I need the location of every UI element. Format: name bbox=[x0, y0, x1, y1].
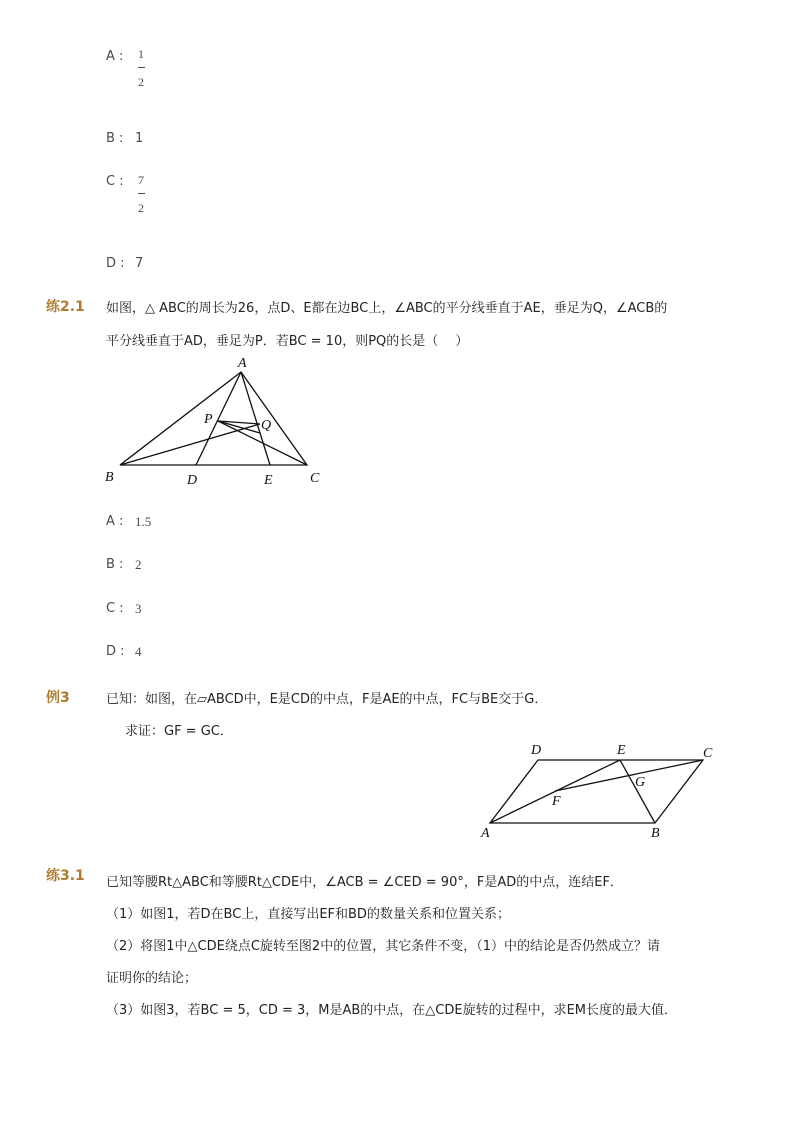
option-letter: B : bbox=[106, 131, 124, 146]
sub-question-2: （2）将图1中△CDE绕点C旋转至图2中的位置，其它条件不变，（1）中的结论是否仍然成立？请 bbox=[106, 939, 660, 954]
option-letter: A : bbox=[106, 514, 124, 529]
question-text: 已知：如图，在▱ABCD中，E是CD的中点，F是AE的中点，FC与BE交于G． bbox=[106, 692, 548, 707]
question-text: 平分线垂直于AD，垂足为P．若BC = 10，则PQ的长是（ ） bbox=[106, 334, 469, 349]
option-letter: D : bbox=[106, 256, 125, 271]
label-c: C bbox=[703, 746, 713, 761]
fraction bbox=[134, 173, 148, 216]
question-text: 已知等腰Rt△ABC和等腰Rt△CDE中，∠ACB = ∠CED = 90°，F是AD的中点，连结EF． bbox=[106, 875, 623, 890]
label-q: Q bbox=[261, 418, 272, 433]
label-e: E bbox=[264, 473, 273, 488]
option-value: 3 bbox=[135, 601, 142, 616]
proof-statement: 求证：GF = GC． bbox=[125, 724, 233, 739]
exercise-label: 练2.1 bbox=[46, 299, 85, 315]
bisector-bq bbox=[120, 424, 260, 465]
exercise-label: 练3.1 bbox=[46, 868, 85, 884]
label-b: B bbox=[651, 826, 660, 841]
triangle-figure bbox=[100, 350, 340, 490]
option-letter: D : bbox=[106, 644, 125, 659]
sub-question-2-cont: 证明你的结论； bbox=[106, 971, 198, 986]
denominator: 2 bbox=[138, 75, 144, 89]
question-text: 如图，△ ABC的周长为26，点D、E都在边BC上，∠ABC的平分线垂直于AE，垂足为Q，∠ACB的 bbox=[106, 301, 668, 316]
label-a: A bbox=[481, 826, 490, 841]
label-p: P bbox=[204, 412, 213, 427]
label-e: E bbox=[617, 743, 626, 758]
sub-question-1: （1）如图1，若D在BC上，直接写出EF和BD的数量关系和位置关系； bbox=[106, 907, 510, 922]
fraction bbox=[134, 47, 148, 90]
option-value: 2 bbox=[135, 557, 142, 572]
sub-question-3: （3）如图3，若BC = 5，CD = 3，M是AB的中点，在△CDE旋转的过程中，求EM长度的最大值． bbox=[106, 1003, 678, 1018]
label-c: C bbox=[310, 471, 320, 486]
option-letter: C : bbox=[106, 174, 124, 189]
parallelogram-abcd bbox=[490, 760, 703, 823]
parallelogram-figure bbox=[478, 738, 718, 843]
label-d: D bbox=[531, 743, 542, 758]
label-f: F bbox=[552, 794, 561, 809]
option-letter: C : bbox=[106, 601, 124, 616]
segment-fc bbox=[555, 760, 703, 791]
option-value: 1 bbox=[135, 131, 144, 146]
segment-ae bbox=[490, 760, 620, 823]
label-b: B bbox=[105, 470, 114, 485]
label-g: G bbox=[635, 775, 646, 790]
option-value: 7 bbox=[135, 256, 144, 271]
option-letter: A : bbox=[106, 49, 124, 64]
segment-ad bbox=[196, 372, 241, 465]
numerator: 1 bbox=[138, 47, 144, 61]
option-letter: B : bbox=[106, 557, 124, 572]
denominator: 2 bbox=[138, 201, 144, 215]
label-a: A bbox=[238, 356, 247, 371]
numerator: 7 bbox=[138, 173, 144, 187]
option-value: 1.5 bbox=[135, 514, 152, 529]
label-d: D bbox=[187, 473, 198, 488]
example-label: 例3 bbox=[46, 690, 70, 706]
option-value: 4 bbox=[135, 644, 142, 659]
segment-be bbox=[620, 760, 655, 823]
